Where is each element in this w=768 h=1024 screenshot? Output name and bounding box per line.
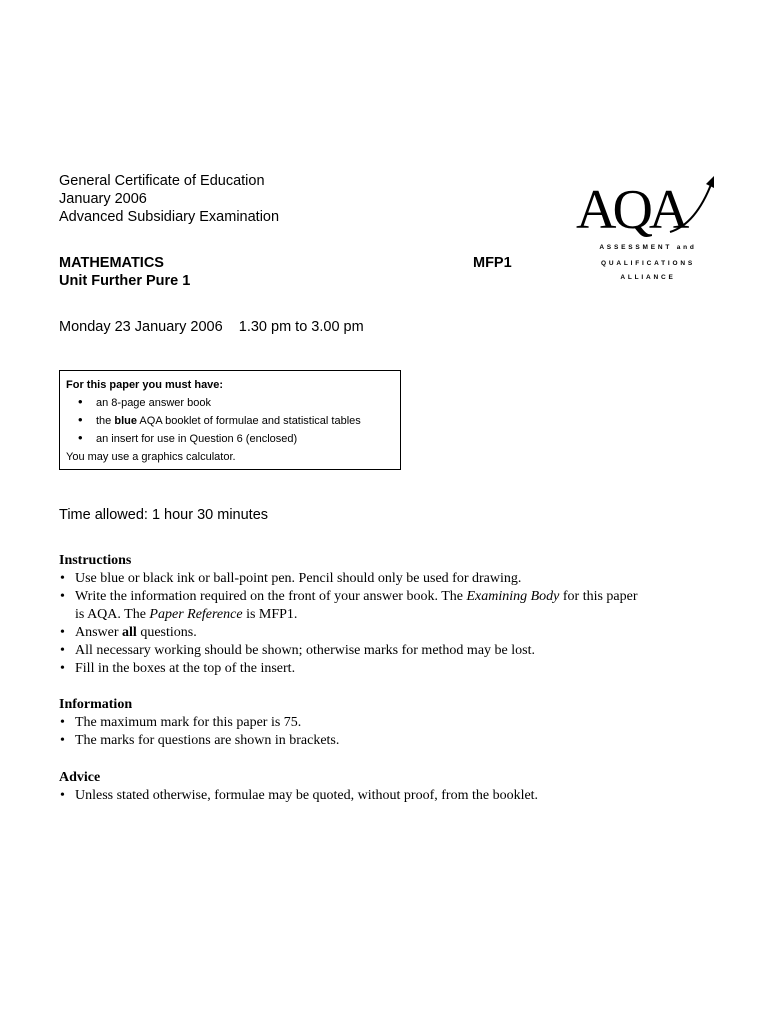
bullet-icon: • <box>78 430 83 445</box>
instructions-title: Instructions <box>59 553 132 568</box>
advice-item: • Unless stated otherwise, formulae may be quoted, without proof, from the booklet. <box>60 788 539 803</box>
information-item: • The marks for questions are shown in brackets. <box>60 733 340 748</box>
instructions-section <box>59 552 739 678</box>
exam-body-line: General Certificate of Education <box>59 173 265 189</box>
exam-session: January 2006 <box>59 191 147 207</box>
instruction-item: • All necessary working should be shown; otherwise marks for method may be lost. <box>60 643 535 658</box>
subject-title: MATHEMATICS <box>59 255 164 271</box>
instruction-item: • Use blue or black ink or ball-point pen. Pencil should only be used for drawing. <box>60 571 522 586</box>
calculator-note: You may use a graphics calculator. <box>66 451 236 463</box>
instruction-item: • Write the information required on the front of your answer book. The Examining Body for this paper is AQA. The Paper Reference is MFP1. <box>60 589 638 622</box>
aqa-logo-text: AQA <box>576 179 686 241</box>
information-item: • The maximum mark for this paper is 75. <box>60 715 302 730</box>
logo-line-2: QUALIFICATIONS <box>601 260 695 267</box>
information-section <box>59 696 739 750</box>
requirements-list <box>66 394 400 448</box>
requirements-heading: For this paper you must have: <box>66 379 224 391</box>
paper-code: MFP1 <box>473 255 512 271</box>
requirement-item: • an 8-page answer book <box>78 394 211 409</box>
aqa-logo-mark <box>574 172 722 242</box>
advice-section <box>59 769 739 805</box>
logo-line-1: ASSESSMENT and <box>599 244 697 251</box>
requirements-box <box>59 370 401 470</box>
bullet-icon: • <box>78 412 83 427</box>
instruction-item: • Answer all questions. <box>60 625 197 640</box>
exam-date-time: Monday 23 January 2006 1.30 pm to 3.00 pm <box>59 319 364 335</box>
instruction-item: • Fill in the boxes at the top of the insert. <box>60 661 296 676</box>
information-title: Information <box>59 697 133 712</box>
aqa-logo <box>574 172 722 284</box>
unit-title: Unit Further Pure 1 <box>59 273 191 289</box>
logo-line-3: ALLIANCE <box>620 274 676 281</box>
advice-title: Advice <box>59 770 101 785</box>
time-allowed: Time allowed: 1 hour 30 minutes <box>59 507 269 523</box>
exam-level: Advanced Subsidiary Examination <box>59 209 280 225</box>
requirement-item: • the blue AQA booklet of formulae and statistical tables <box>78 412 361 427</box>
bullet-icon: • <box>78 394 83 409</box>
requirement-item: • an insert for use in Question 6 (enclosed) <box>78 430 298 445</box>
